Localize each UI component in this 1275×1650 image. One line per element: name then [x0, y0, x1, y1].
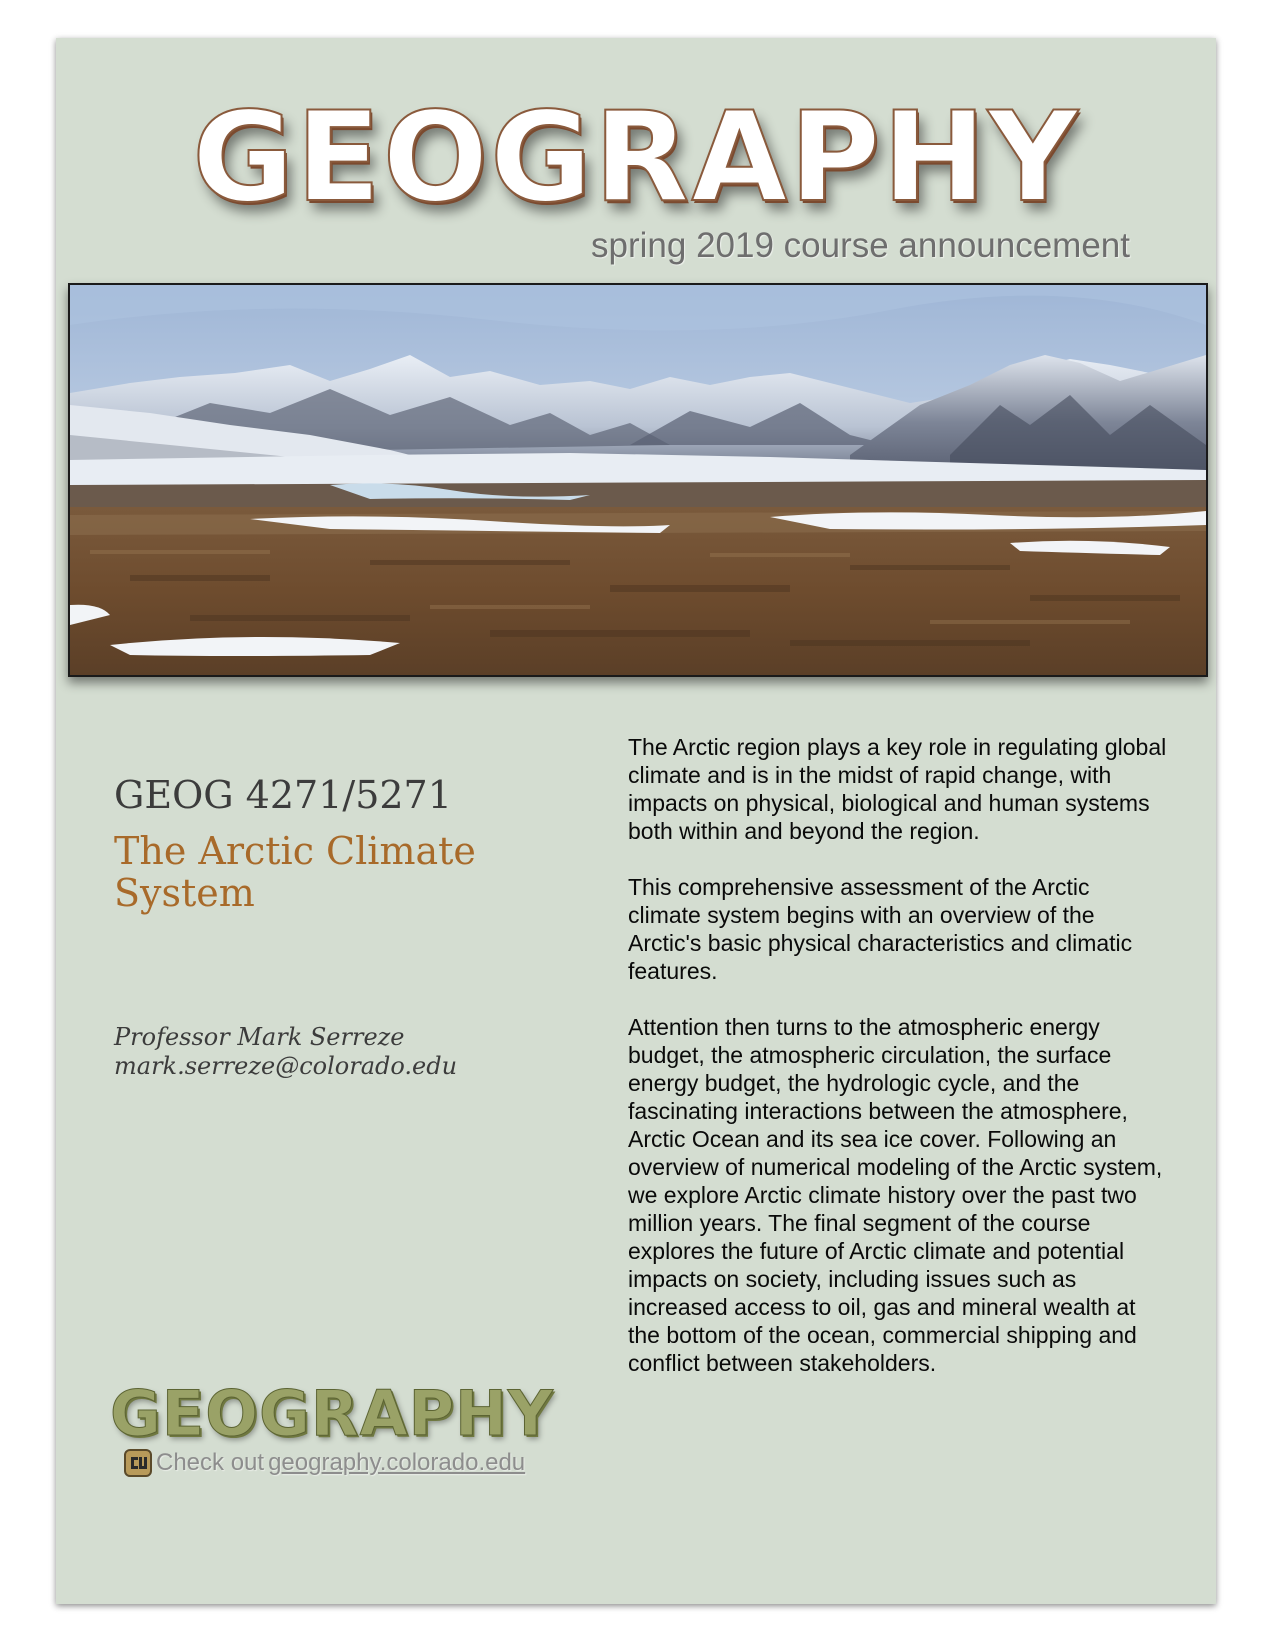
website-url[interactable]: geography.colorado.edu: [268, 1449, 526, 1476]
course-description: [628, 733, 1168, 1405]
instructor-block: [114, 1023, 457, 1081]
flyer-page: [56, 38, 1216, 1604]
description-paragraph-2: This comprehensive assessment of the Arctic climate system begins with an overview of the Arctic's basic physical characteristics and climatic features.: [628, 874, 1133, 984]
course-title: The Arctic Climate System: [114, 829, 476, 915]
website-link-prefix: Check out: [156, 1449, 265, 1476]
department-logo-wordmark: GEOGRAPHY: [110, 1377, 554, 1450]
course-code: GEOG 4271/5271: [114, 773, 452, 817]
department-logo: [110, 1377, 590, 1483]
cu-logo-icon: [124, 1449, 152, 1477]
masthead-subtitle: spring 2019 course announcement: [591, 226, 1130, 265]
masthead-title: GEOGRAPHY: [192, 86, 1080, 230]
description-paragraph-3: Attention then turns to the atmospheric energy budget, the atmospheric circulation, the surface energy budget, the hydrologic cycle, and the fascinating interactions between the atmosphere, Arctic Ocean and its sea ice cover. Following an overview of numerical modeling of the Arctic system, we explore Arctic climate history over the past two million years. The final segment of the course explores the future of Arctic climate and potential impacts on society, including issues such as increased access to oil, gas and mineral wealth at the bottom of the ocean, commercial shipping and conflict between stakeholders.: [628, 1014, 1163, 1376]
instructor-name: Professor Mark Serreze: [114, 1023, 405, 1051]
arctic-mountain-landscape-photo: [70, 285, 1206, 675]
department-website-link[interactable]: [124, 1449, 525, 1477]
hero-photo: [68, 283, 1208, 677]
description-paragraph-1: The Arctic region plays a key role in regulating global climate and is in the midst of rapid change, with impacts on physical, biological and human systems both within and beyond the region.: [628, 734, 1167, 844]
instructor-email[interactable]: mark.serreze@colorado.edu: [114, 1052, 458, 1080]
